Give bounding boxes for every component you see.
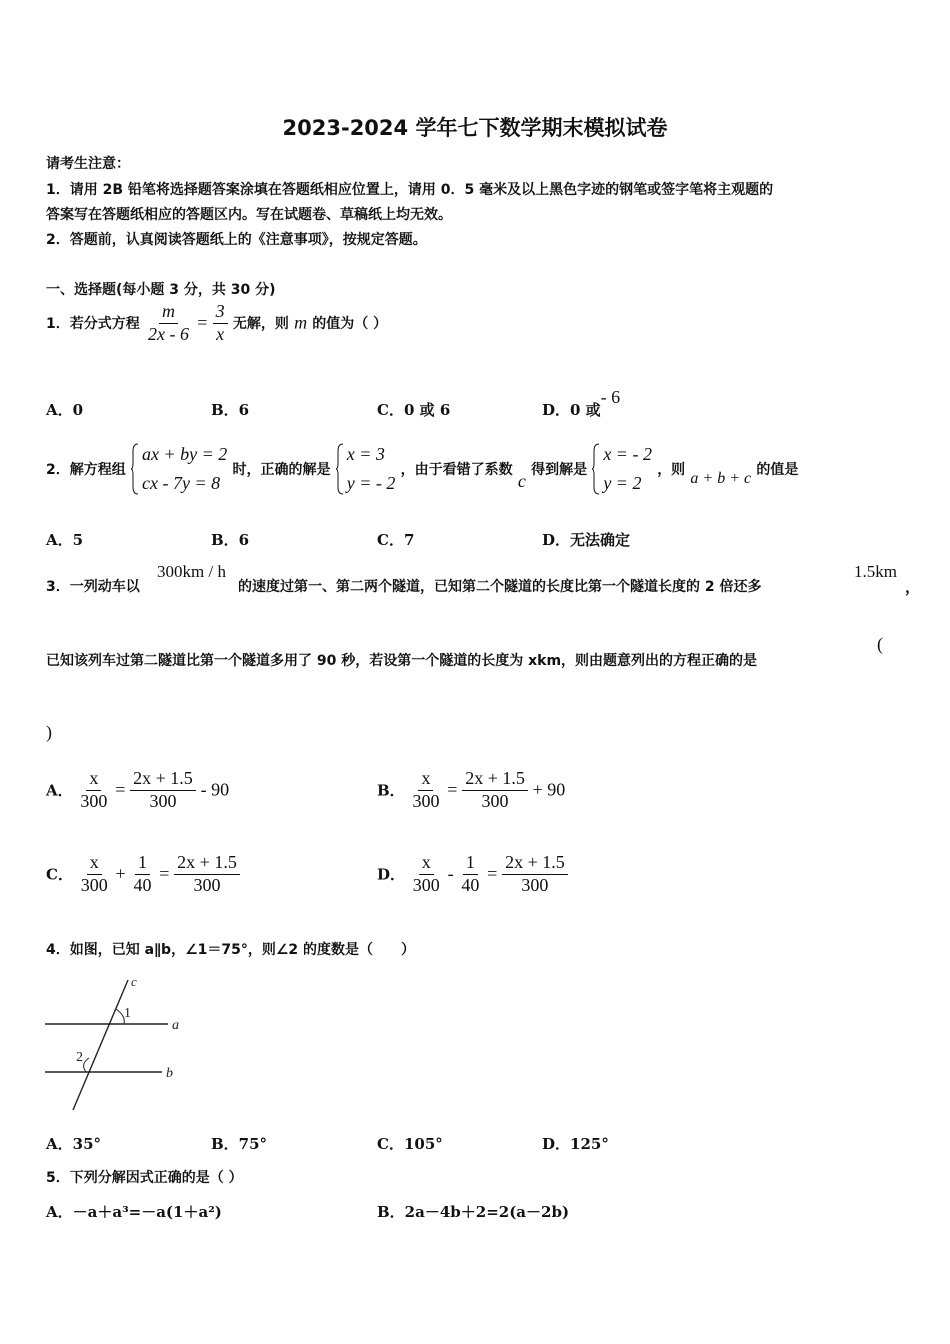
notice-line-1: 1．请用 2B 铅笔将选择题答案涂填在答题纸相应位置上，请用 0．5 毫米及以上黑色字迹的钢笔或签字笔将主观题的 <box>46 182 774 198</box>
angle-2-arc <box>84 1058 89 1072</box>
q5-option-a[interactable]: A．－a＋a³=－a(1＋a²) <box>46 1203 222 1221</box>
q3-close-paren: ) <box>46 722 52 742</box>
brace-icon <box>131 443 139 495</box>
notice-line-2: 2．答题前，认真阅读答题纸上的《注意事项》，按规定答题。 <box>46 232 427 248</box>
q1-prefix: 1．若分式方程 <box>46 316 140 333</box>
q3-comma: ， <box>905 578 921 596</box>
q2-option-c[interactable]: C．7 <box>377 531 415 549</box>
question-1: 1．若分式方程 $\frac{m}{2x - 6}$ = $\frac{3}{x}$ 无解，则 m 的值为（ ） <box>46 301 388 344</box>
label-c: c <box>131 974 137 989</box>
q3-speed: 300km / h <box>157 562 226 581</box>
q2-option-b[interactable]: B．6 <box>211 531 250 549</box>
q1-fraction-left: $\frac{m}{2x - 6}$ <box>147 301 189 344</box>
q2-option-a[interactable]: A．5 <box>46 531 84 549</box>
brace-icon <box>592 443 600 495</box>
q3-text-2: 已知该列车过第二隧道比第一个隧道多用了 90 秒，若设第一个隧道的长度为 xkm，则由题意列出的方程正确的是 <box>46 653 758 669</box>
label-b: b <box>166 1066 173 1081</box>
q1-fraction-right: $\frac{3}{x}$ <box>213 301 228 345</box>
q1-option-a[interactable]: A．0 <box>46 401 84 419</box>
q3-option-a[interactable]: A． $\frac{x}{300}$ = $\frac{2x + 1.5}{300}$ - 90 <box>46 768 230 811</box>
section-heading: 一、选择题(每小题 3 分，共 30 分) <box>46 282 276 298</box>
q3-option-b[interactable]: B． $\frac{x}{300}$ = $\frac{2x + 1.5}{300}$ + 90 <box>377 768 566 811</box>
q2-option-d[interactable]: D．无法确定 <box>542 531 631 549</box>
label-a: a <box>172 1018 179 1033</box>
q2-system-2: x = 3 y = - 2 <box>336 440 396 498</box>
q3-option-d[interactable]: D． $\frac{x}{300}$ - $\frac{1}{40}$ = $\frac{2x + 1.5}{300}$ <box>377 852 568 896</box>
q2-system-1: ax + by = 2 cx - 7y = 8 <box>131 440 227 498</box>
question-4: 4．如图，已知 a∥b，∠1＝75°，则∠2 的度数是（ ） <box>46 942 416 958</box>
parallel-lines-figure <box>40 972 190 1117</box>
label-2: 2 <box>76 1050 83 1065</box>
label-1: 1 <box>124 1006 131 1021</box>
q4-option-d[interactable]: D．125° <box>542 1135 609 1153</box>
q4-option-c[interactable]: C．105° <box>377 1135 443 1153</box>
transversal-c <box>73 980 128 1110</box>
q1-option-b[interactable]: B．6 <box>211 401 250 419</box>
q3-text-1: 的速度过第一、第二两个隧道，已知第二个隧道的长度比第一个隧道长度的 2 倍还多 <box>238 579 762 595</box>
q4-option-a[interactable]: A．35° <box>46 1135 102 1153</box>
notice-heading: 请考生注意： <box>46 156 130 172</box>
q1-option-d[interactable]: D．0 或- 6 <box>542 387 621 419</box>
question-5: 5．下列分解因式正确的是（ ） <box>46 1170 243 1186</box>
q3-prefix: 3．一列动车以 <box>46 579 140 595</box>
page-title: 2023-2024 学年七下数学期末模拟试卷 <box>282 116 668 140</box>
question-2: 2．解方程组 ax + by = 2 cx - 7y = 8 时，正确的解是 x = 3 y = - 2 ，由于看错了系数 c 得到解是 x = - 2 y = 2 ，则 a + b + c 的值是 <box>46 440 798 498</box>
q1-option-c[interactable]: C．0 或 6 <box>377 401 451 419</box>
q3-option-c[interactable]: C． $\frac{x}{300}$ + $\frac{1}{40}$ = $\frac{2x + 1.5}{300}$ <box>46 852 240 896</box>
q2-system-3: x = - 2 y = 2 <box>592 440 652 498</box>
notice-line-1b: 答案写在答题纸相应的答题区内。写在试题卷、草稿纸上均无效。 <box>46 207 452 223</box>
brace-icon <box>336 443 344 495</box>
q5-option-b[interactable]: B．2a－4b＋2=2(a－2b) <box>377 1203 570 1221</box>
q3-open-paren: ( <box>877 634 883 654</box>
q4-option-b[interactable]: B．75° <box>211 1135 268 1153</box>
q3-extra-length: 1.5km <box>854 562 897 581</box>
